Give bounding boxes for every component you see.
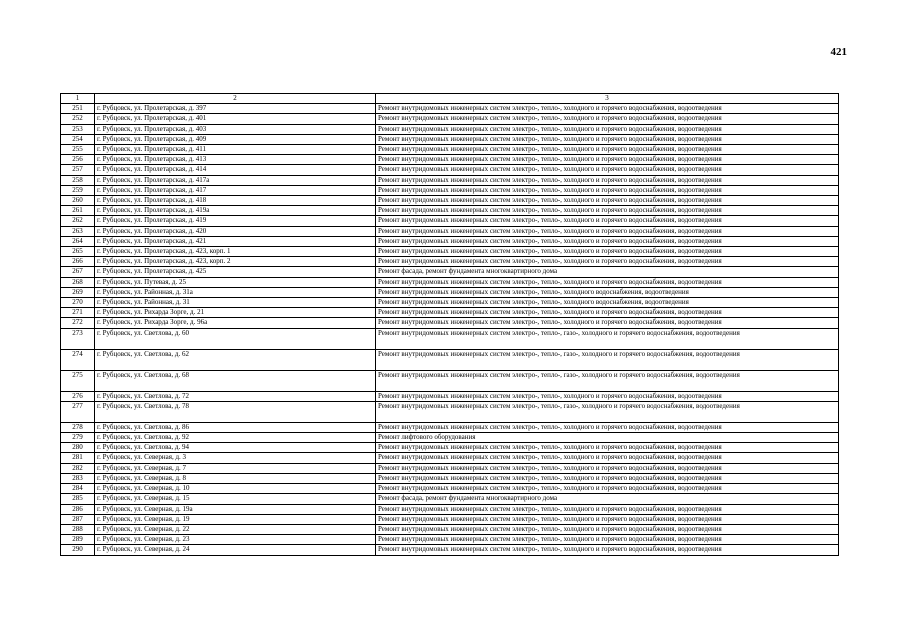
table-row bbox=[61, 391, 839, 401]
work-type-cell: Ремонт внутридомовых инженерных систем электро-, тепло-, холодного и горячего водоснабжения, водоотведения bbox=[376, 185, 839, 195]
address-cell: г. Рубцовск, ул. Пролетарская, д. 409 bbox=[95, 134, 376, 144]
table-row bbox=[61, 473, 839, 483]
work-type-cell: Ремонт внутридомовых инженерных систем электро-, тепло-, холодного и горячего водоснабжения, водоотведения bbox=[376, 104, 839, 114]
work-type-cell: Ремонт внутридомовых инженерных систем электро-, тепло-, холодного и горячего водоснабжения, водоотведения bbox=[376, 196, 839, 206]
row-number-cell: 264 bbox=[61, 236, 95, 246]
address-cell: г. Рубцовск, ул. Пролетарская, д. 425 bbox=[95, 267, 376, 277]
address-cell: г. Рубцовск, ул. Пролетарская, д. 420 bbox=[95, 226, 376, 236]
work-type-cell: Ремонт внутридомовых инженерных систем электро-, тепло-, холодного и горячего водоснабжения, водоотведения bbox=[376, 514, 839, 524]
address-cell: г. Рубцовск, ул. Пролетарская, д. 411 bbox=[95, 145, 376, 155]
table-row bbox=[61, 185, 839, 195]
work-type-cell: Ремонт внутридомовых инженерных систем электро-, тепло-, холодного и горячего водоснабжения, водоотведения bbox=[376, 535, 839, 545]
address-cell: г. Рубцовск, ул. Северная, д. 10 bbox=[95, 484, 376, 494]
row-number-cell: 287 bbox=[61, 514, 95, 524]
work-type-cell: Ремонт внутридомовых инженерных систем электро-, тепло-, холодного и горячего водоснабжения, водоотведения bbox=[376, 473, 839, 483]
row-number-cell: 262 bbox=[61, 216, 95, 226]
row-number-cell: 285 bbox=[61, 494, 95, 504]
work-type-cell: Ремонт внутридомовых инженерных систем электро-, тепло-, газо-, холодного и горячего водоснабжения, водоотведения bbox=[376, 370, 839, 391]
work-type-cell: Ремонт внутридомовых инженерных систем электро-, тепло-, холодного и горячего водоснабжения, водоотведения bbox=[376, 216, 839, 226]
address-cell: г. Рубцовск, ул. Северная, д. 22 bbox=[95, 524, 376, 534]
row-number-cell: 290 bbox=[61, 545, 95, 555]
table-row bbox=[61, 124, 839, 134]
table-row bbox=[61, 484, 839, 494]
address-cell: г. Рубцовск, ул. Пролетарская, д. 397 bbox=[95, 104, 376, 114]
row-number-cell: 274 bbox=[61, 349, 95, 370]
work-type-cell: Ремонт внутридомовых инженерных систем электро-, тепло-, холодного и горячего водоснабжения, водоотведения bbox=[376, 165, 839, 175]
table-row bbox=[61, 145, 839, 155]
address-cell: г. Рубцовск, ул. Пролетарская, д. 421 bbox=[95, 236, 376, 246]
work-type-cell: Ремонт внутридомовых инженерных систем электро-, тепло-, газо-, холодного и горячего водоснабжения, водоотведения bbox=[376, 401, 839, 422]
work-type-cell: Ремонт внутридомовых инженерных систем электро-, тепло-, холодного и горячего водоснабжения, водоотведения bbox=[376, 524, 839, 534]
work-type-cell: Ремонт внутридомовых инженерных систем электро-, тепло-, холодного и горячего водоснабжения, водоотведения bbox=[376, 484, 839, 494]
table-row bbox=[61, 514, 839, 524]
work-type-cell: Ремонт внутридомовых инженерных систем электро-, тепло-, холодного и горячего водоснабжения, водоотведения bbox=[376, 206, 839, 216]
table-row bbox=[61, 318, 839, 328]
address-cell: г. Рубцовск, ул. Северная, д. 24 bbox=[95, 545, 376, 555]
address-cell: г. Рубцовск, ул. Северная, д. 19а bbox=[95, 504, 376, 514]
table-row bbox=[61, 257, 839, 267]
row-number-cell: 278 bbox=[61, 422, 95, 432]
work-type-cell: Ремонт внутридомовых инженерных систем электро-, тепло-, холодного и горячего водоснабжения, водоотведения bbox=[376, 155, 839, 165]
table-row bbox=[61, 216, 839, 226]
row-number-cell: 284 bbox=[61, 484, 95, 494]
work-type-cell: Ремонт внутридомовых инженерных систем электро-, тепло-, газо-, холодного и горячего водоснабжения, водоотведения bbox=[376, 349, 839, 370]
address-cell: г. Рубцовск, ул. Светлова, д. 72 bbox=[95, 391, 376, 401]
address-cell: г. Рубцовск, ул. Северная, д. 15 bbox=[95, 494, 376, 504]
row-number-cell: 289 bbox=[61, 535, 95, 545]
row-number-cell: 271 bbox=[61, 308, 95, 318]
table-body bbox=[61, 104, 839, 555]
address-cell: г. Рубцовск, ул. Светлова, д. 60 bbox=[95, 328, 376, 349]
column-header-number: 1 bbox=[61, 94, 95, 104]
address-cell: г. Рубцовск, ул. Рихарда Зорге, д. 96а bbox=[95, 318, 376, 328]
row-number-cell: 273 bbox=[61, 328, 95, 349]
row-number-cell: 253 bbox=[61, 124, 95, 134]
column-header-work-type: 3 bbox=[376, 94, 839, 104]
address-cell: г. Рубцовск, ул. Пролетарская, д. 419 bbox=[95, 216, 376, 226]
work-type-cell: Ремонт лифтового оборудования bbox=[376, 433, 839, 443]
table-row bbox=[61, 494, 839, 504]
work-type-cell: Ремонт внутридомовых инженерных систем электро-, тепло-, холодного и горячего водоснабжения, водоотведения bbox=[376, 226, 839, 236]
row-number-cell: 286 bbox=[61, 504, 95, 514]
work-type-cell: Ремонт внутридомовых инженерных систем электро-, тепло-, холодного и горячего водоснабжения, водоотведения bbox=[376, 257, 839, 267]
row-number-cell: 277 bbox=[61, 401, 95, 422]
table-row bbox=[61, 545, 839, 555]
table-row bbox=[61, 524, 839, 534]
table-row bbox=[61, 328, 839, 349]
table-row bbox=[61, 134, 839, 144]
address-cell: г. Рубцовск, ул. Северная, д. 8 bbox=[95, 473, 376, 483]
row-number-cell: 252 bbox=[61, 114, 95, 124]
address-cell: г. Рубцовск, ул. Светлова, д. 94 bbox=[95, 443, 376, 453]
address-cell: г. Рубцовск, ул. Светлова, д. 68 bbox=[95, 370, 376, 391]
table-row bbox=[61, 165, 839, 175]
row-number-cell: 261 bbox=[61, 206, 95, 216]
address-cell: г. Рубцовск, ул. Северная, д. 19 bbox=[95, 514, 376, 524]
table-row bbox=[61, 401, 839, 422]
work-type-cell: Ремонт внутридомовых инженерных систем электро-, тепло-, холодного и горячего водоснабжения, водоотведения bbox=[376, 545, 839, 555]
column-header-address: 2 bbox=[95, 94, 376, 104]
table-row bbox=[61, 247, 839, 257]
row-number-cell: 267 bbox=[61, 267, 95, 277]
address-cell: г. Рубцовск, ул. Пролетарская, д. 423, корп. 2 bbox=[95, 257, 376, 267]
work-type-cell: Ремонт внутридомовых инженерных систем электро-, тепло-, холодного и горячего водоснабжения, водоотведения bbox=[376, 308, 839, 318]
table-row bbox=[61, 535, 839, 545]
table-row bbox=[61, 114, 839, 124]
work-type-cell: Ремонт внутридомовых инженерных систем электро-, тепло-, холодного и горячего водоснабжения, водоотведения bbox=[376, 145, 839, 155]
row-number-cell: 288 bbox=[61, 524, 95, 534]
work-type-cell: Ремонт внутридомовых инженерных систем электро-, тепло-, холодного и горячего водоснабжения, водоотведения bbox=[376, 504, 839, 514]
row-number-cell: 260 bbox=[61, 196, 95, 206]
row-number-cell: 254 bbox=[61, 134, 95, 144]
table-row bbox=[61, 443, 839, 453]
table-row bbox=[61, 287, 839, 297]
row-number-cell: 266 bbox=[61, 257, 95, 267]
row-number-cell: 269 bbox=[61, 287, 95, 297]
table-row bbox=[61, 277, 839, 287]
row-number-cell: 265 bbox=[61, 247, 95, 257]
work-type-cell: Ремонт внутридомовых инженерных систем электро-, тепло-, холодного и горячего водоснабжения, водоотведения bbox=[376, 453, 839, 463]
row-number-cell: 258 bbox=[61, 175, 95, 185]
table-row bbox=[61, 226, 839, 236]
address-cell: г. Рубцовск, ул. Северная, д. 7 bbox=[95, 463, 376, 473]
work-type-cell: Ремонт внутридомовых инженерных систем электро-, тепло-, газо-, холодного и горячего водоснабжения, водоотведения bbox=[376, 328, 839, 349]
work-type-cell: Ремонт внутридомовых инженерных систем электро-, тепло-, холодного и горячего водоснабжения, водоотведения bbox=[376, 277, 839, 287]
table-row bbox=[61, 155, 839, 165]
address-cell: г. Рубцовск, ул. Светлова, д. 62 bbox=[95, 349, 376, 370]
row-number-cell: 268 bbox=[61, 277, 95, 287]
work-type-cell: Ремонт фасада, ремонт фундамента многоквартирного дома bbox=[376, 267, 839, 277]
row-number-cell: 275 bbox=[61, 370, 95, 391]
work-type-cell: Ремонт внутридомовых инженерных систем электро-, тепло-, холодного и горячего водоснабжения, водоотведения bbox=[376, 391, 839, 401]
table-header-row bbox=[61, 94, 839, 104]
work-type-cell: Ремонт внутридомовых инженерных систем электро-, тепло-, холодного и горячего водоснабжения, водоотведения bbox=[376, 236, 839, 246]
work-type-cell: Ремонт внутридомовых инженерных систем электро-, тепло-, холодного и горячего водоснабжения, водоотведения bbox=[376, 175, 839, 185]
table-row bbox=[61, 504, 839, 514]
row-number-cell: 283 bbox=[61, 473, 95, 483]
address-cell: г. Рубцовск, ул. Районная, д. 31 bbox=[95, 298, 376, 308]
table-row bbox=[61, 298, 839, 308]
work-type-cell: Ремонт фасада, ремонт фундамента многоквартирного дома bbox=[376, 494, 839, 504]
address-cell: г. Рубцовск, ул. Северная, д. 23 bbox=[95, 535, 376, 545]
row-number-cell: 282 bbox=[61, 463, 95, 473]
row-number-cell: 280 bbox=[61, 443, 95, 453]
table-row bbox=[61, 236, 839, 246]
work-type-cell: Ремонт внутридомовых инженерных систем электро-, тепло-, холодного и горячего водоснабжения, водоотведения bbox=[376, 124, 839, 134]
work-type-cell: Ремонт внутридомовых инженерных систем электро-, тепло-, холодного и горячего водоснабжения, водоотведения bbox=[376, 443, 839, 453]
row-number-cell: 255 bbox=[61, 145, 95, 155]
address-cell: г. Рубцовск, ул. Пролетарская, д. 414 bbox=[95, 165, 376, 175]
work-type-cell: Ремонт внутридомовых инженерных систем электро-, тепло-, холодного водоснабжения, водоотведения bbox=[376, 298, 839, 308]
work-type-cell: Ремонт внутридомовых инженерных систем электро-, тепло-, холодного и горячего водоснабжения, водоотведения bbox=[376, 463, 839, 473]
row-number-cell: 259 bbox=[61, 185, 95, 195]
address-cell: г. Рубцовск, ул. Пролетарская, д. 418 bbox=[95, 196, 376, 206]
table-row bbox=[61, 453, 839, 463]
table-row bbox=[61, 196, 839, 206]
table-row bbox=[61, 104, 839, 114]
row-number-cell: 272 bbox=[61, 318, 95, 328]
table-row bbox=[61, 370, 839, 391]
address-cell: г. Рубцовск, ул. Пролетарская, д. 417а bbox=[95, 175, 376, 185]
row-number-cell: 251 bbox=[61, 104, 95, 114]
row-number-cell: 270 bbox=[61, 298, 95, 308]
address-cell: г. Рубцовск, ул. Светлова, д. 92 bbox=[95, 433, 376, 443]
address-cell: г. Рубцовск, ул. Районная, д. 31а bbox=[95, 287, 376, 297]
table-row bbox=[61, 308, 839, 318]
table-row bbox=[61, 349, 839, 370]
row-number-cell: 279 bbox=[61, 433, 95, 443]
address-cell: г. Рубцовск, ул. Пролетарская, д. 403 bbox=[95, 124, 376, 134]
table-row bbox=[61, 422, 839, 432]
work-type-cell: Ремонт внутридомовых инженерных систем электро-, тепло-, холодного и горячего водоснабжения, водоотведения bbox=[376, 422, 839, 432]
address-cell: г. Рубцовск, ул. Светлова, д. 86 bbox=[95, 422, 376, 432]
table-row bbox=[61, 463, 839, 473]
row-number-cell: 281 bbox=[61, 453, 95, 463]
address-cell: г. Рубцовск, ул. Пролетарская, д. 417 bbox=[95, 185, 376, 195]
table-row bbox=[61, 433, 839, 443]
work-type-cell: Ремонт внутридомовых инженерных систем электро-, тепло-, холодного и горячего водоснабжения, водоотведения bbox=[376, 134, 839, 144]
address-cell: г. Рубцовск, ул. Рихарда Зорге, д. 21 bbox=[95, 308, 376, 318]
row-number-cell: 257 bbox=[61, 165, 95, 175]
address-cell: г. Рубцовск, ул. Светлова, д. 78 bbox=[95, 401, 376, 422]
address-cell: г. Рубцовск, ул. Пролетарская, д. 413 bbox=[95, 155, 376, 165]
work-type-cell: Ремонт внутридомовых инженерных систем электро-, тепло-, холодного и горячего водоснабжения, водоотведения bbox=[376, 114, 839, 124]
row-number-cell: 256 bbox=[61, 155, 95, 165]
work-type-cell: Ремонт внутридомовых инженерных систем электро-, тепло-, холодного и горячего водоснабжения, водоотведения bbox=[376, 318, 839, 328]
table-row bbox=[61, 267, 839, 277]
address-cell: г. Рубцовск, ул. Пролетарская, д. 419а bbox=[95, 206, 376, 216]
row-number-cell: 263 bbox=[61, 226, 95, 236]
address-cell: г. Рубцовск, ул. Пролетарская, д. 423, корп. 1 bbox=[95, 247, 376, 257]
row-number-cell: 276 bbox=[61, 391, 95, 401]
table-row bbox=[61, 175, 839, 185]
page-number: 421 bbox=[830, 46, 847, 58]
address-cell: г. Рубцовск, ул. Пролетарская, д. 401 bbox=[95, 114, 376, 124]
repair-register-table bbox=[60, 93, 839, 556]
work-type-cell: Ремонт внутридомовых инженерных систем электро-, тепло-, холодного и горячего водоснабжения, водоотведения bbox=[376, 247, 839, 257]
work-type-cell: Ремонт внутридомовых инженерных систем электро-, тепло-, холодного водоснабжения, водоотведения bbox=[376, 287, 839, 297]
address-cell: г. Рубцовск, ул. Путевая, д. 25 bbox=[95, 277, 376, 287]
address-cell: г. Рубцовск, ул. Северная, д. 3 bbox=[95, 453, 376, 463]
table-row bbox=[61, 206, 839, 216]
